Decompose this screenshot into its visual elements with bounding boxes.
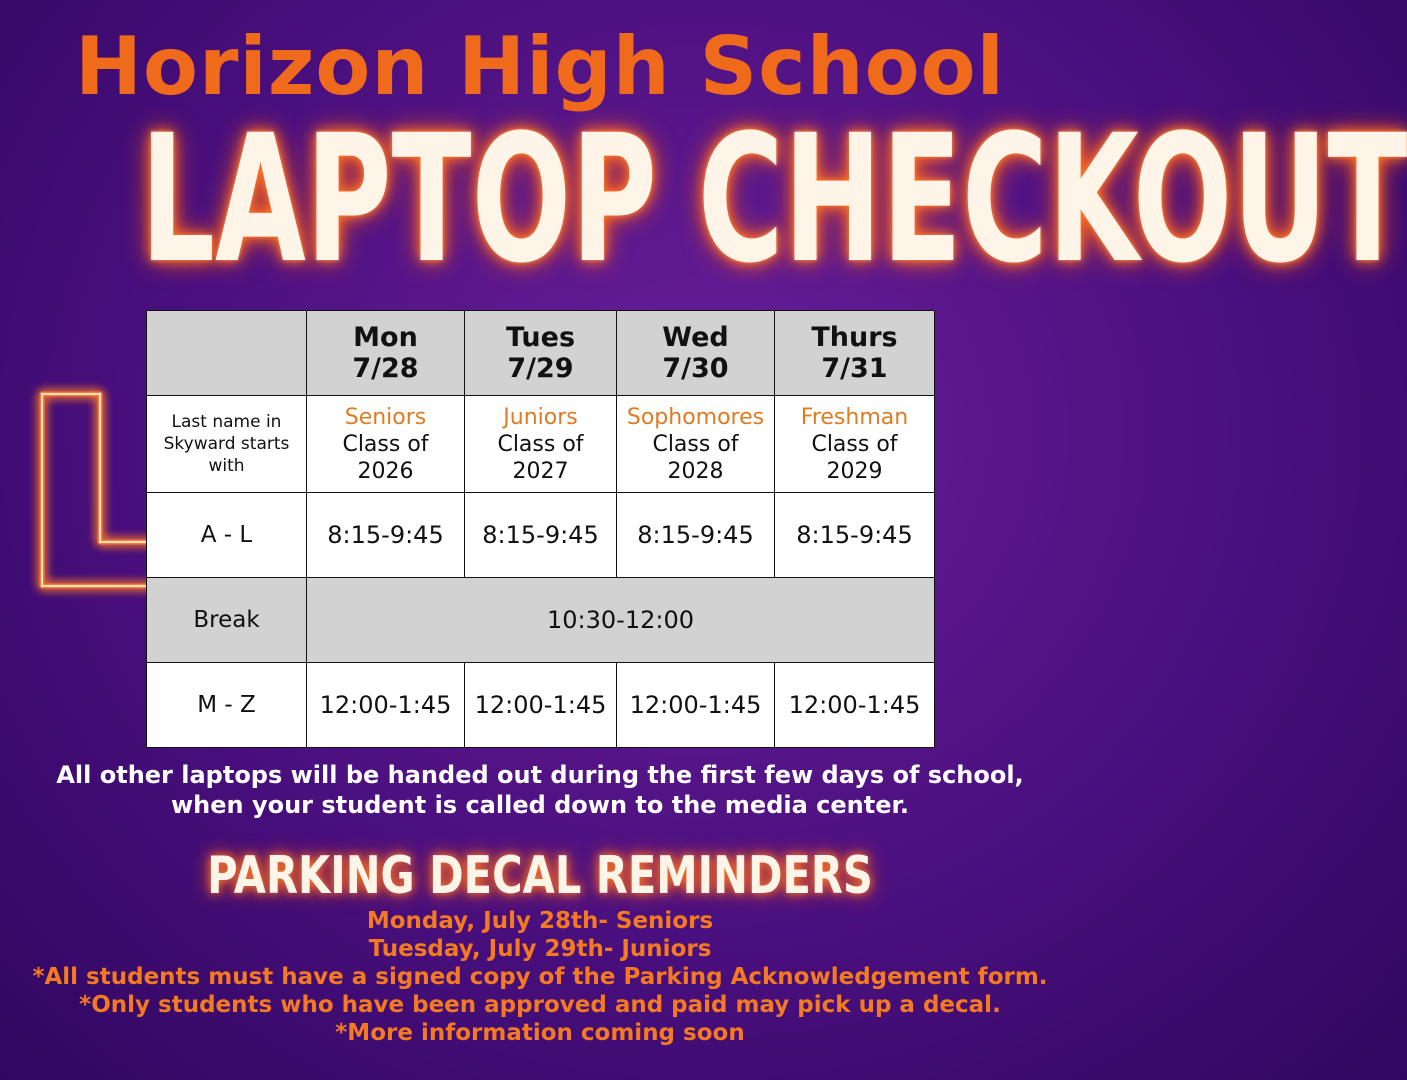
day-header	[465, 311, 617, 396]
parking-title: PARKING DECAL REMINDERS	[207, 846, 873, 906]
time-cell: 8:15-9:45	[617, 493, 775, 578]
class-cell	[307, 396, 465, 493]
grade-name: Freshman	[800, 404, 909, 430]
parking-line: *All students must have a signed copy of the Parking Acknowledgement form.	[32, 964, 1048, 990]
class-cell	[617, 396, 775, 493]
day-name: Tues	[505, 322, 576, 353]
table-header-row	[147, 311, 935, 396]
row-label-am: A - L	[147, 493, 307, 578]
day-header	[307, 311, 465, 396]
parking-line: *More information coming soon	[335, 1020, 745, 1046]
time-cell: 12:00-1:45	[307, 663, 465, 748]
day-date: 7/28	[352, 353, 419, 384]
class-year: 2027	[512, 458, 569, 484]
class-label: Class of	[497, 431, 584, 457]
day-date: 7/30	[662, 353, 729, 384]
note-line: All other laptops will be handed out during the first few days of school,	[56, 761, 1024, 789]
checkout-schedule-table	[146, 310, 935, 748]
school-name: Horizon High School	[75, 20, 1005, 113]
grade-name: Seniors	[344, 404, 427, 430]
class-year: 2029	[826, 458, 883, 484]
page-title: LAPTOP CHECKOUT	[140, 97, 1407, 302]
break-row	[147, 578, 935, 663]
day-date: 7/29	[507, 353, 574, 384]
day-name: Mon	[353, 322, 418, 353]
break-time: 10:30-12:00	[307, 578, 935, 663]
lastname-label	[147, 396, 307, 493]
corner-cell	[147, 311, 307, 396]
lastname-label-line: Last name in	[171, 412, 282, 432]
time-cell: 12:00-1:45	[617, 663, 775, 748]
row-label-break: Break	[147, 578, 307, 663]
parking-line: Tuesday, July 29th- Juniors	[368, 936, 712, 962]
distribution-note	[0, 760, 1080, 820]
am-row	[147, 493, 935, 578]
class-label: Class of	[652, 431, 739, 457]
note-line: when your student is called down to the media center.	[170, 791, 910, 819]
day-date: 7/31	[821, 353, 888, 384]
pm-row	[147, 663, 935, 748]
row-label-pm: M - Z	[147, 663, 307, 748]
time-cell: 12:00-1:45	[775, 663, 935, 748]
day-name: Wed	[662, 322, 729, 353]
grade-name: Sophomores	[626, 404, 765, 430]
class-label: Class of	[811, 431, 898, 457]
time-cell: 8:15-9:45	[775, 493, 935, 578]
grade-name: Juniors	[503, 404, 578, 430]
class-row	[147, 396, 935, 493]
day-header	[775, 311, 935, 396]
day-header	[617, 311, 775, 396]
lastname-label-line: with	[208, 456, 245, 476]
parking-reminders	[0, 907, 1080, 1047]
parking-line: *Only students who have been approved and paid may pick up a decal.	[79, 992, 1001, 1018]
day-name: Thurs	[811, 322, 898, 353]
time-cell: 8:15-9:45	[465, 493, 617, 578]
parking-line: Monday, July 28th- Seniors	[366, 908, 714, 934]
class-label: Class of	[342, 431, 429, 457]
time-cell: 12:00-1:45	[465, 663, 617, 748]
lastname-label-line: Skyward starts	[163, 434, 290, 454]
class-year: 2028	[667, 458, 724, 484]
class-year: 2026	[357, 458, 414, 484]
class-cell	[775, 396, 935, 493]
class-cell	[465, 396, 617, 493]
time-cell: 8:15-9:45	[307, 493, 465, 578]
